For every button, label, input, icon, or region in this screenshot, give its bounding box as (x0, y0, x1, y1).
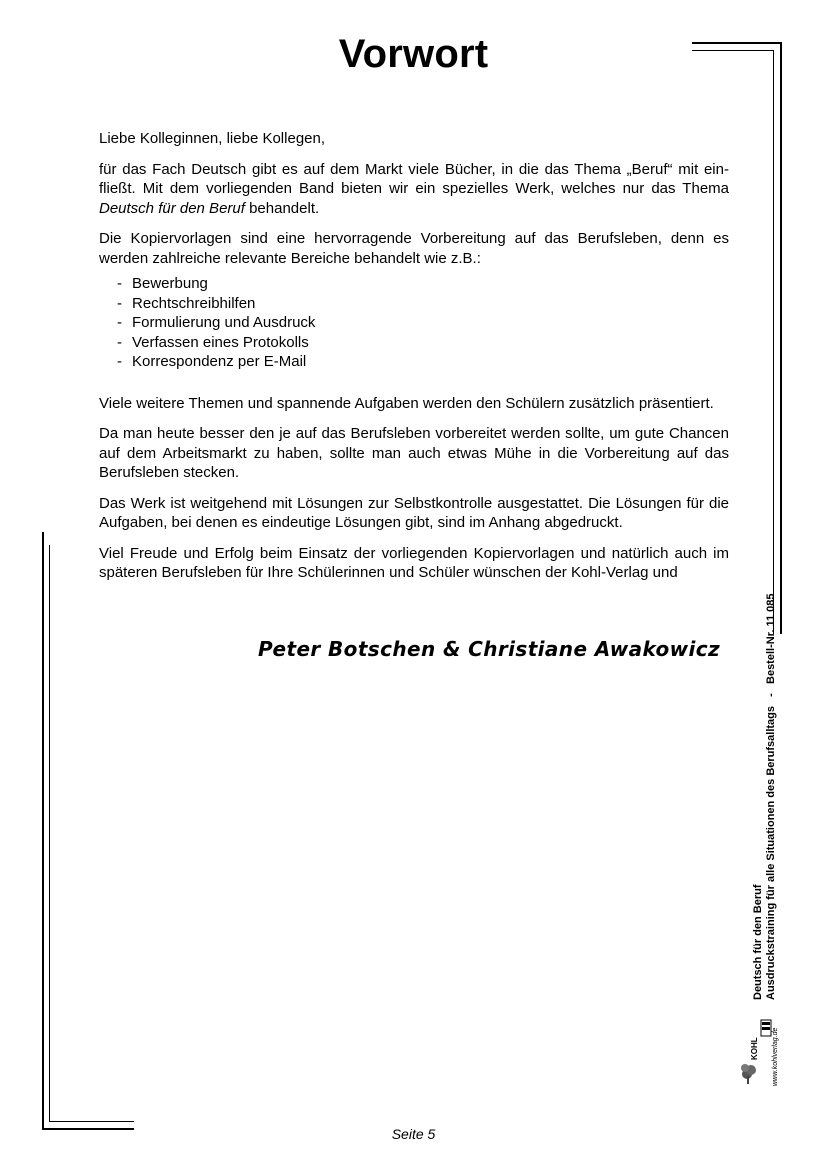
frame-bottom-left-inner-v (49, 545, 50, 1122)
list-marker: - (117, 314, 122, 331)
page-number: Seite 5 (391, 1126, 436, 1142)
list-item: - Korrespondenz per E-Mail (117, 353, 307, 370)
paragraph-1 (99, 160, 729, 219)
paragraph-3: Viele weitere Themen und spannende Aufgaben werden den Schülern zusätzlich präsentiert. (99, 394, 714, 412)
publisher-url: www.kohlverlag.de (772, 1027, 779, 1086)
list-marker: - (117, 294, 122, 312)
list-item: - Bewerbung (117, 275, 208, 292)
frame-top-right-inner-v (773, 50, 774, 634)
list-marker: - (117, 275, 122, 292)
topic-list (99, 274, 729, 372)
list-item: - Verfassen eines Protokolls (117, 333, 309, 351)
body-text (99, 129, 729, 583)
publisher-logo-icon (739, 1018, 773, 1088)
paragraph-1-italic: Deutsch für den Beruf (99, 199, 245, 217)
paragraph-4: Da man heute besser den je auf das Berufsleben vorbereitet werden sollte, um gute Chancen auf dem Arbeitsmarkt zu haben, sollte man auch etwas Mühe in die Vorbereitung auf das Berufsleben stecken. (99, 425, 729, 481)
paragraph-2: Die Kopiervorlagen sind eine hervorragende Vorbereitung auf das Berufsleben, denn es werden zahlreiche relevante Bereiche behandelt wie z.B.: (99, 230, 729, 267)
paragraph-6: Viel Freude und Erfolg beim Einsatz der vorliegenden Kopiervorlagen und natürlich auch im späteren Berufsleben für Ihre Schülerinnen und Schüler wünschen der Kohl-Verlag und (99, 544, 729, 581)
page-title: Vorwort (338, 32, 489, 76)
signature: Peter Botschen & Christiane Awakowicz (258, 637, 721, 661)
frame-bottom-left-outer-v (42, 532, 44, 1130)
paragraph-5: Das Werk ist weitgehend mit Lösungen zur Selbstkontrolle ausgestattet. Die Lösungen für die Aufgaben, bei denen es eindeutige Lösungen gibt, sind im Anhang abgedruckt. (99, 494, 729, 531)
sidebar-line-1: Deutsch für den Beruf (752, 884, 764, 1000)
paragraph-1-part-1: für das Fach Deutsch gibt es auf dem Markt viele Bücher, in die das Thema „Beruf“ mit einfließt. Mit dem vorliegenden Band bieten wir ein spezielles Werk, welches nur das Thema (99, 160, 729, 197)
list-item: - Formulierung und Ausdruck (117, 314, 316, 331)
sidebar-line-2: Ausdruckstraining für alle Situationen des Berufsalltags - Bestell-Nr. 11 085 (765, 593, 777, 1000)
paragraph-1-part-2: behandelt. (244, 199, 320, 217)
sidebar-text (752, 593, 778, 1000)
list-marker: - (117, 333, 122, 351)
frame-top-right-outer-v (780, 42, 782, 634)
publisher-name: KOHL (750, 1037, 759, 1060)
list-marker: - (117, 353, 122, 370)
greeting: Liebe Kolleginnen, liebe Kollegen, (99, 130, 326, 147)
list-item: - Rechtschreibhilfen (117, 294, 256, 312)
frame-bottom-left-inner-h (49, 1121, 134, 1122)
